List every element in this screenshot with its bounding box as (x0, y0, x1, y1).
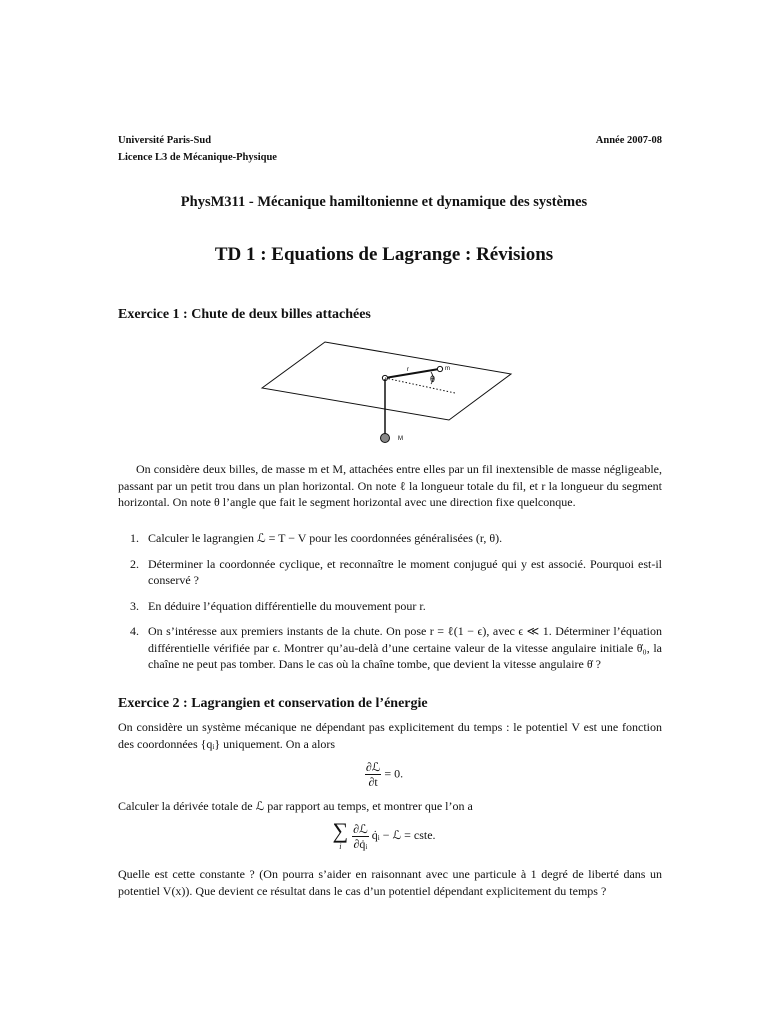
university-label: Université Paris-Sud (118, 135, 212, 146)
label-m: m (445, 366, 450, 372)
exercise2-title: Exercice 2 : Lagrangien et conservation de l’énergie (118, 696, 428, 711)
list-item: 2. Déterminer la coordonnée cyclique, et reconnaître le moment conjugué qui y est associé. Pourquoi est-il conservé ? (130, 556, 662, 587)
equation-1: $\frac{\text{∂ℒ}}{\partial t}$ = 0. (365, 760, 404, 789)
label-theta: θ (430, 374, 436, 384)
ball-M (381, 434, 390, 443)
academic-year: Année 2007-08 (595, 135, 662, 146)
exercise2-para2: Calculer la dérivée totale de ℒ par rapport au temps, et montrer que l’on a (118, 799, 473, 813)
list-item: 3. En déduire l’équation différentielle du mouvement pour r. (130, 598, 426, 613)
label-r: r (407, 367, 409, 373)
exercise2-para1: On considère un système mécanique ne dépendant pas explicitement du temps : le potentiel V est une fonction des coordonnées {qᵢ} uniquement. On a alors (118, 720, 662, 751)
exercise1-questions (118, 530, 662, 682)
list-item: 1. Calculer le lagrangien ℒ = T − V pour les coordonnées généralisées (r, θ). (130, 531, 503, 545)
exercise1-title: Exercice 1 : Chute de deux billes attachées (118, 307, 371, 322)
plane-figure (255, 338, 515, 448)
list-item: 4. On s’intéresse aux premiers instants de la chute. On pose r = ℓ(1 − ϵ), avec ϵ ≪ 1. Déterminer l’équation différentielle vérifiée par ϵ. Montrer qu’au-delà d’une certaine valeur de la vitesse angulaire initiale θ̇₀, la chaîne ne peut pas tomber. Dans le cas où la chaîne tombe, que devient la vitesse angulaire θ̇ ? (130, 624, 662, 671)
exercise2-para3: Quelle est cette constante ? (On pourra s’aider en raisonnant avec une particule à 1 degré de liberté dans un potentiel V(x)). Que devient ce résultat dans le cas d’un potentiel dépendant explicitement du temps ? (118, 867, 662, 898)
licence-label: Licence L3 de Mécanique-Physique (118, 152, 277, 163)
document-title: TD 1 : Equations de Lagrange : Révisions (214, 244, 554, 265)
reference-direction (385, 378, 455, 393)
label-M: M (398, 436, 403, 442)
course-title: PhysM311 - Mécanique hamiltonienne et dynamique des systèmes (180, 194, 588, 210)
exercise1-intro: On considère deux billes, de masse m et M, attachées entre elles par un fil inextensible de masse négligeable, passant par un petit trou dans un plan horizontal. On note ℓ la longueur totale du fil, et r la longueur du segment horizontal. On note θ l’angle que fait le segment horizontal avec une direction fixe quelconque. (118, 462, 662, 509)
horizontal-plane (262, 342, 511, 420)
equation-2: ∑ i $\frac{\text{∂ℒ}}{\text{∂q̇ᵢ}}$ q̇ᵢ − ℒ = cste. (332, 818, 436, 851)
ball-m (437, 366, 442, 371)
